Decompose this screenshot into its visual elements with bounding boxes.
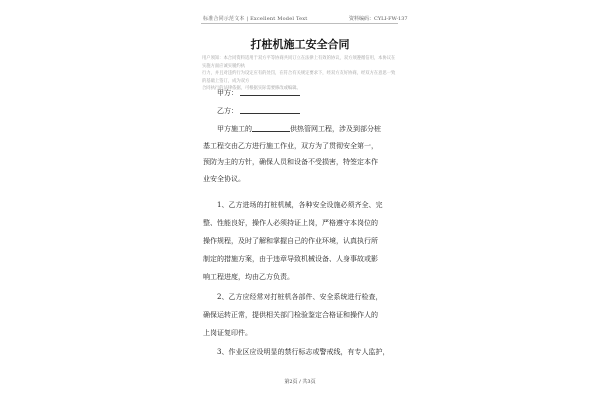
opening-line: 甲方施工的 供热管网工程，涉及到部分桩 xyxy=(217,125,381,133)
clause-1-line: 制定的措施方案，由于违章导致机械设备、人身事故或影 xyxy=(203,255,378,263)
user-notice-line: 用户须知：本合同资料适用于双方平等协商共同订立在法律上有效的协议，双方须遵循信用，本协议在实施方面应诚实履约执 xyxy=(202,56,396,69)
document-title: 打桩机施工安全合同 xyxy=(250,38,350,51)
clause-1-line: 整、性能良好，操作人必须持证上岗，严格遵守本岗位的 xyxy=(203,219,378,227)
clause-1-line: 1、乙方进场的打桩机械，各种安全设施必须齐全、完 xyxy=(217,201,383,209)
user-notice-line: 行力，并且对违约行为设定应有的处罚，在符合有关规定要求下，经双方友好协商，经双方在意思一致的基础上签订，成为双方 xyxy=(202,71,396,84)
opening-line: 业安全协议。 xyxy=(203,175,245,183)
clause-1-line: 操作规程，及时了解和掌握自己的作业环境，认真执行所 xyxy=(203,237,378,245)
clause-3-line: 3、作业区应设明显的禁行标志或警戒线，有专人监护， xyxy=(217,348,390,356)
page-number: 第2页 / 共3页 xyxy=(284,379,316,385)
party-b-blank xyxy=(240,106,300,114)
header-divider xyxy=(201,23,398,24)
header-doc-code: 资料编码：CYLI-FW-137 xyxy=(349,16,408,22)
header-left-text: 标准合同示范文本 | Excellent Model Text xyxy=(203,16,308,22)
project-name-blank xyxy=(252,124,290,132)
party-a-label: 甲方： xyxy=(217,89,238,97)
party-b-line xyxy=(217,106,300,116)
user-notice xyxy=(202,55,398,93)
clause-2-line: 确保运转正常，提供相关部门检验鉴定合格证和操作人的 xyxy=(203,311,378,319)
party-a-line xyxy=(217,88,300,98)
clause-1-line: 响工程进度，均由乙方负责。 xyxy=(203,273,294,281)
clause-2-line: 2、乙方应经常对打桩机各部件、安全系统进行检查， xyxy=(217,293,383,301)
party-b-label: 乙方： xyxy=(217,107,238,115)
party-a-blank xyxy=(240,88,300,96)
opening-line: 预防为主的方针，确保人员和设备不受损害，特签定本作 xyxy=(203,158,378,166)
opening-line: 基工程交由乙方进行施工作业，双方为了贯彻安全第一， xyxy=(203,142,378,150)
clause-2-line: 上岗证复印件。 xyxy=(203,329,252,337)
user-notice-line: 合同执行的法律依据，可根据实际需要修改或编辑。 xyxy=(202,86,301,91)
